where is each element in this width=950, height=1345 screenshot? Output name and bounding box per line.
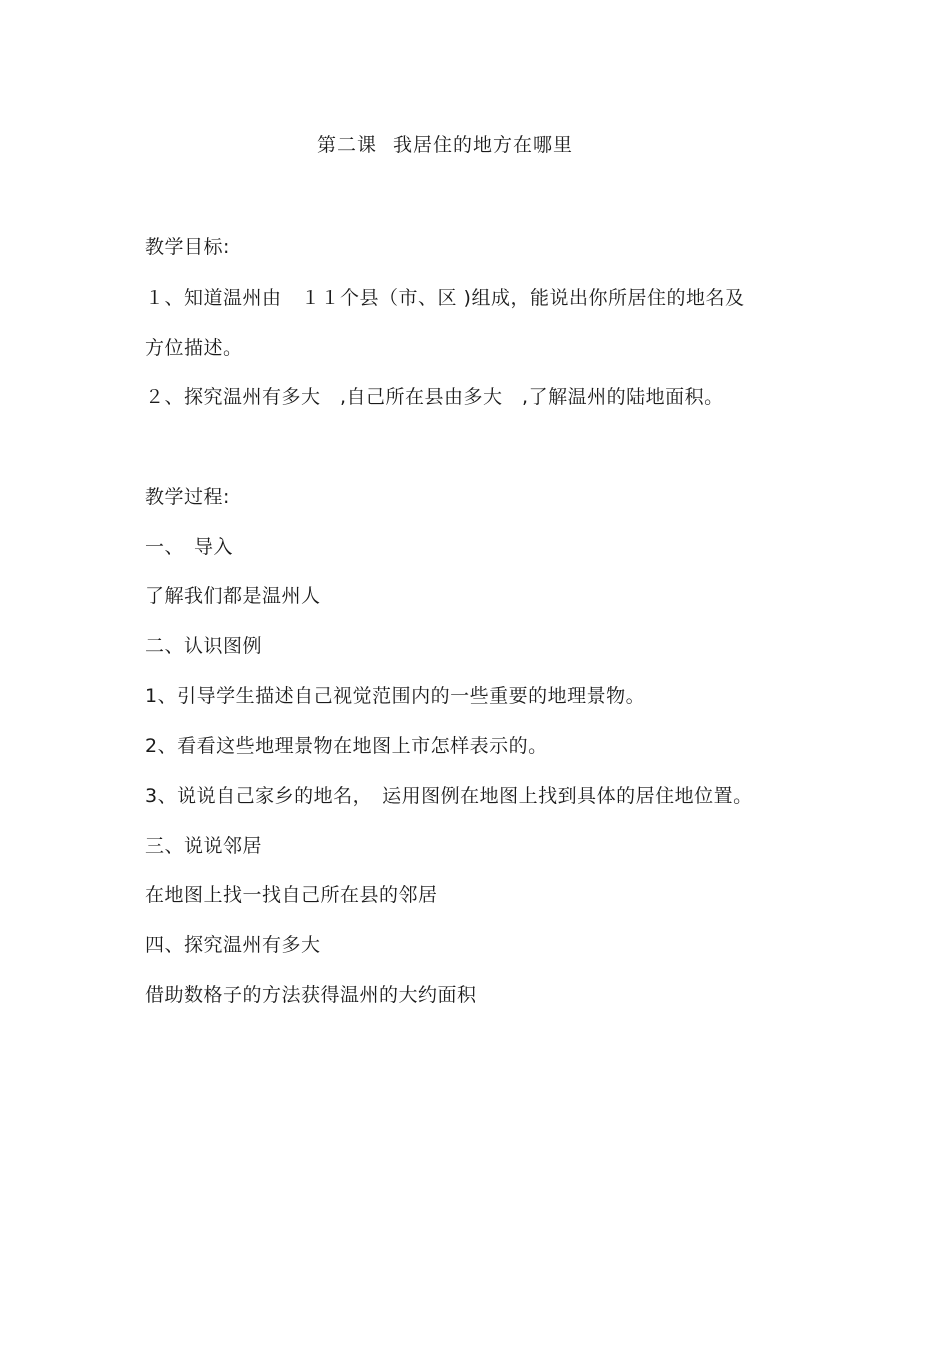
lesson-name: 我居住的地方在哪里 <box>393 134 574 156</box>
goals-heading: 教学目标: <box>145 236 230 258</box>
section-4-heading: 四、探究温州有多大 <box>145 934 321 956</box>
section-1-heading: 一、 导入 <box>145 536 234 558</box>
section-3-text: 在地图上找一找自己所在县的邻居 <box>145 884 438 906</box>
lesson-title <box>0 130 890 157</box>
section-3-heading: 三、说说邻居 <box>145 835 263 857</box>
lesson-number: 第二课 <box>316 134 377 156</box>
section-1-text: 了解我们都是温州人 <box>145 585 321 607</box>
section-2-heading: 二、认识图例 <box>145 635 263 657</box>
section-2-item-1: 1、引导学生描述自己视觉范围内的一些重要的地理景物。 <box>145 685 646 707</box>
section-4-text: 借助数格子的方法获得温州的大约面积 <box>145 984 477 1006</box>
goal-1-line-1: １、知道温州由 １１个县（市、区 )组成，能说出你所居住的地名及 <box>145 287 745 309</box>
goal-2: ２、探究温州有多大 ,自己所在县由多大 ,了解温州的陆地面积。 <box>145 386 724 408</box>
goal-1-line-2: 方位描述。 <box>145 337 243 359</box>
section-2-item-2: 2、看看这些地理景物在地图上市怎样表示的。 <box>145 735 548 757</box>
section-2-item-3: 3、说说自己家乡的地名， 运用图例在地图上找到具体的居住地位置。 <box>145 785 753 807</box>
process-heading: 教学过程: <box>145 486 230 508</box>
